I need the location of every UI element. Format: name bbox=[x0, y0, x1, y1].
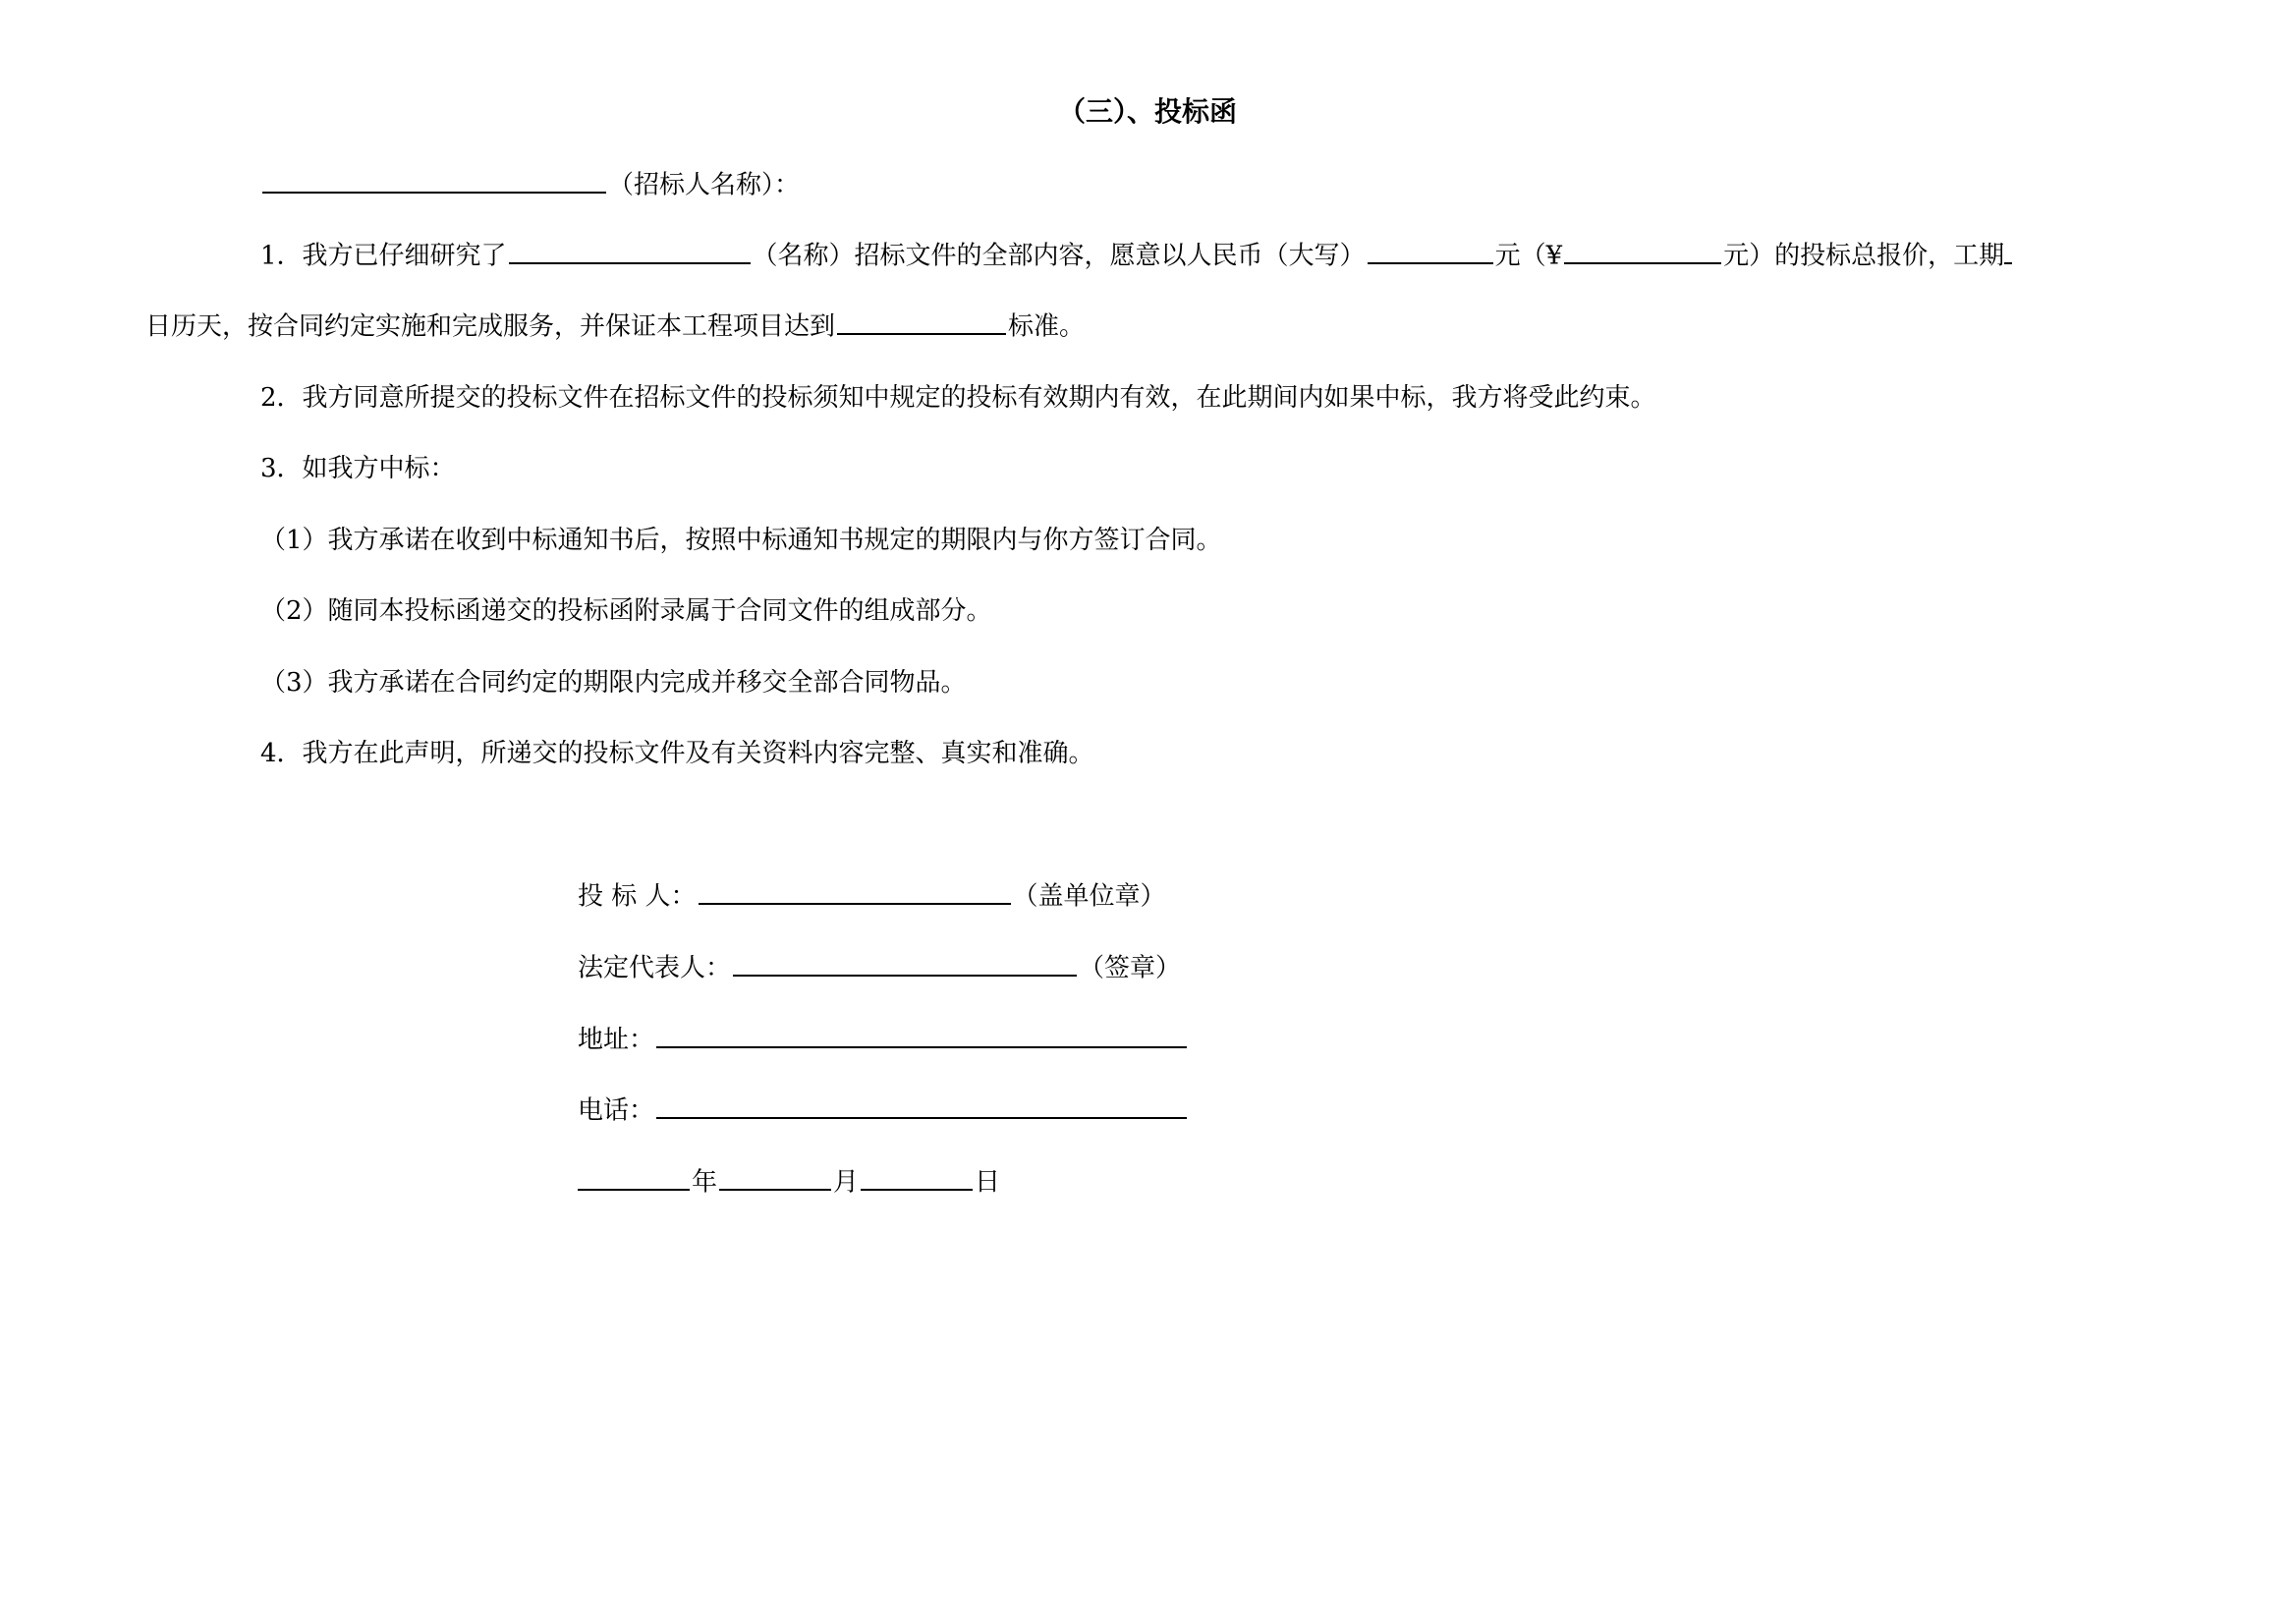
legal-rep-note: （签章） bbox=[1079, 953, 1182, 983]
salutation-line bbox=[260, 165, 800, 204]
phone-blank[interactable] bbox=[656, 1091, 1187, 1119]
item1-part5: 日历天，按合同约定实施和完成服务，并保证本工程项目达到 bbox=[145, 311, 836, 342]
month-blank[interactable] bbox=[719, 1162, 831, 1191]
item1-part4: 元）的投标总报价，工期 bbox=[1723, 241, 2005, 271]
day-blank[interactable] bbox=[861, 1162, 973, 1191]
address-label: 地址： bbox=[578, 1025, 655, 1055]
item3-line: 3．如我方中标： bbox=[260, 454, 456, 483]
item1-part6: 标准。 bbox=[1008, 311, 1086, 342]
document-title: （三）、投标函 bbox=[1057, 95, 1237, 128]
item2-line: 2．我方同意所提交的投标文件在招标文件的投标须知中规定的投标有效期内有效，在此期间内如果中标，我方将受此约束。 bbox=[260, 383, 1656, 413]
duration-blank[interactable] bbox=[2004, 236, 2012, 264]
phone-line bbox=[578, 1091, 1189, 1130]
legal-rep-line bbox=[578, 948, 1181, 987]
price-figure-blank[interactable] bbox=[1564, 236, 1721, 264]
tenderer-name-blank[interactable] bbox=[262, 165, 606, 194]
address-line bbox=[578, 1020, 1189, 1059]
price-capital-blank[interactable] bbox=[1368, 236, 1493, 264]
item1-part1: 1．我方已仔细研究了 bbox=[260, 241, 507, 271]
bidder-note: （盖单位章） bbox=[1012, 881, 1166, 912]
year-blank[interactable] bbox=[578, 1162, 690, 1191]
item1-line2 bbox=[145, 307, 1085, 346]
bidder-label: 投 标 人： bbox=[578, 881, 697, 912]
quality-standard-blank[interactable] bbox=[837, 307, 1006, 335]
item3-1-line: （1）我方承诺在收到中标通知书后，按照中标通知书规定的期限内与你方签订合同。 bbox=[260, 526, 1222, 555]
bidder-blank[interactable] bbox=[699, 876, 1011, 905]
year-label: 年 bbox=[692, 1167, 718, 1198]
salutation-suffix: （招标人名称）： bbox=[608, 170, 801, 200]
item1-part3: 元（¥ bbox=[1494, 241, 1563, 271]
date-line bbox=[578, 1162, 1000, 1202]
item4-line: 4．我方在此声明，所递交的投标文件及有关资料内容完整、真实和准确。 bbox=[260, 739, 1094, 768]
legal-rep-blank[interactable] bbox=[733, 948, 1077, 977]
bidder-line bbox=[578, 876, 1166, 916]
day-label: 日 bbox=[975, 1167, 1001, 1198]
item1-part2: （名称）招标文件的全部内容，愿意以人民币（大写） bbox=[752, 241, 1366, 271]
item3-2-line: （2）随同本投标函递交的投标函附录属于合同文件的组成部分。 bbox=[260, 596, 992, 626]
phone-label: 电话： bbox=[578, 1095, 655, 1126]
month-label: 月 bbox=[833, 1167, 860, 1198]
item1-line1 bbox=[260, 236, 2012, 275]
legal-rep-label: 法定代表人： bbox=[578, 953, 732, 983]
project-name-blank[interactable] bbox=[509, 236, 751, 264]
item3-3-line: （3）我方承诺在合同约定的期限内完成并移交全部合同物品。 bbox=[260, 668, 967, 698]
address-blank[interactable] bbox=[656, 1020, 1187, 1048]
